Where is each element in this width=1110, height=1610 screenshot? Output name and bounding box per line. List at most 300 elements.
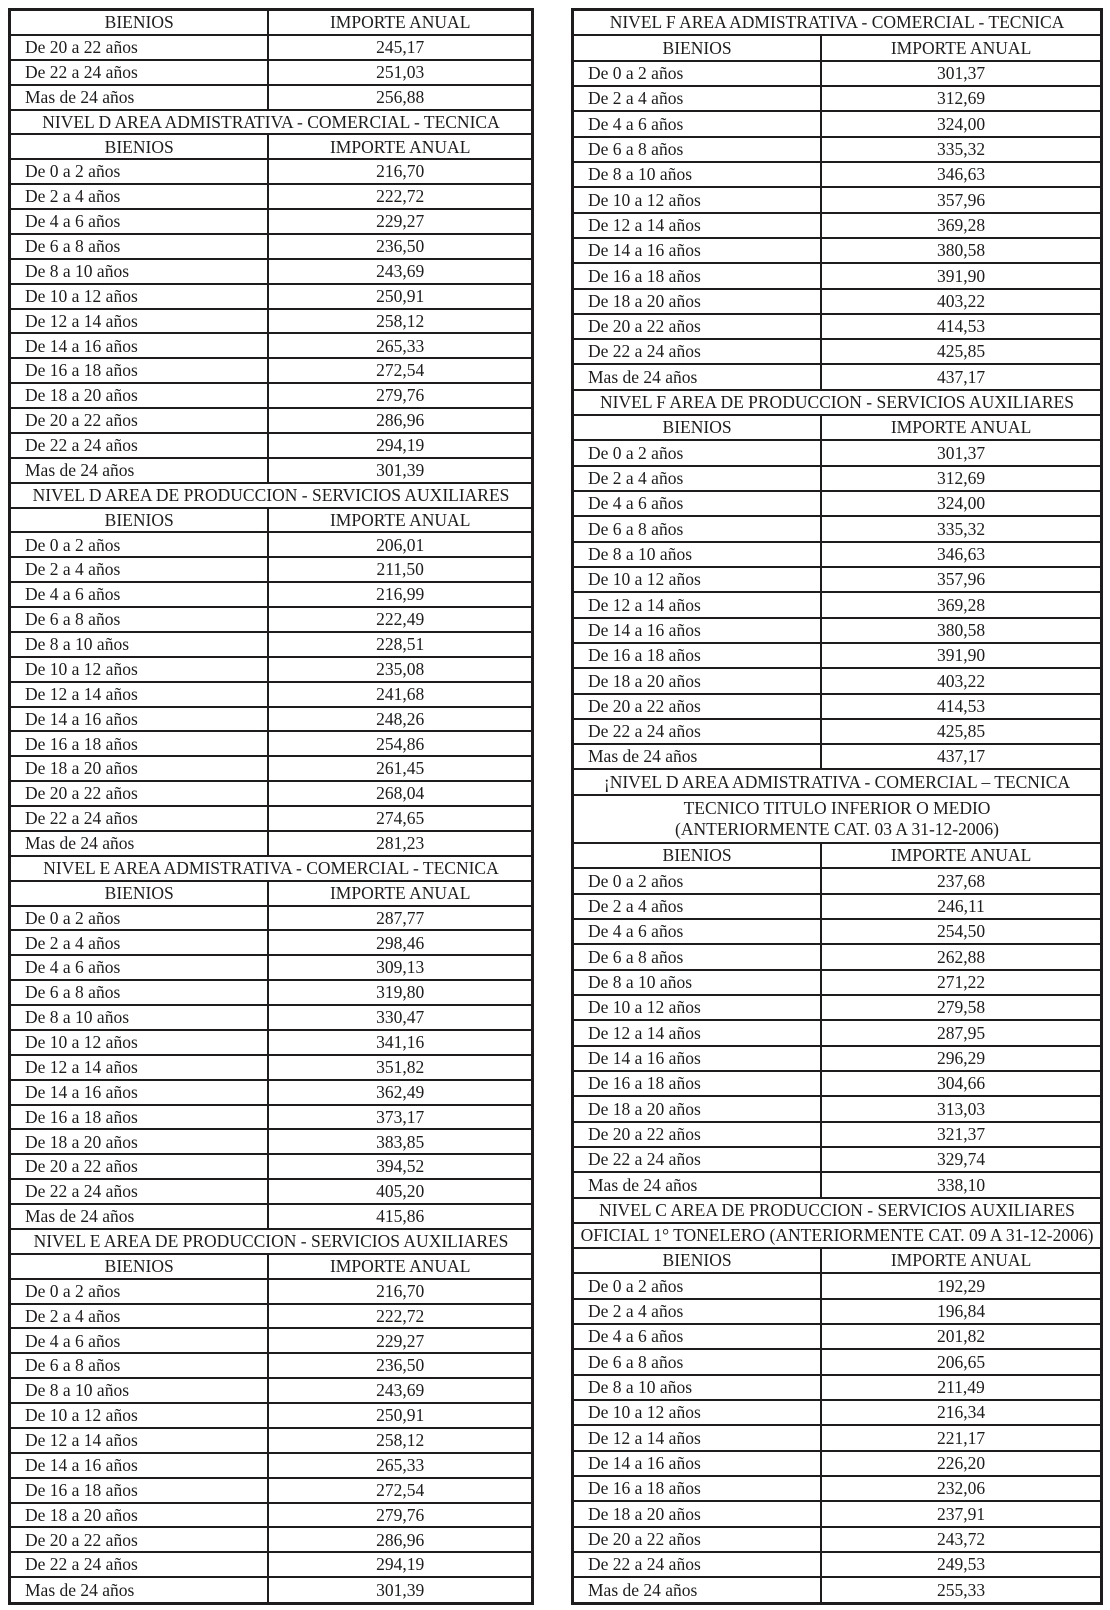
importe-cell: 196,84 xyxy=(821,1299,1101,1324)
table-row xyxy=(10,831,533,856)
bienios-cell: De 4 a 6 años xyxy=(573,1324,822,1349)
bienios-cell: De 14 a 16 años xyxy=(573,1451,822,1476)
importe-cell: 279,76 xyxy=(268,383,532,408)
bienios-cell: De 18 a 20 años xyxy=(10,1503,269,1528)
importe-cell: 255,33 xyxy=(821,1577,1101,1603)
table-row xyxy=(573,668,1102,693)
importe-cell: 403,22 xyxy=(821,289,1101,314)
bienios-column-header: BIENIOS xyxy=(573,35,822,60)
importe-cell: 248,26 xyxy=(268,707,532,732)
table-row xyxy=(573,111,1102,136)
table-row xyxy=(573,289,1102,314)
bienios-cell: De 22 a 24 años xyxy=(10,1552,269,1577)
table-row xyxy=(10,682,533,707)
importe-cell: 228,51 xyxy=(268,632,532,657)
bienios-cell: De 22 a 24 años xyxy=(573,1552,822,1577)
importe-cell: 254,50 xyxy=(821,919,1101,944)
importe-cell: 330,47 xyxy=(268,1005,532,1030)
bienios-cell: De 12 a 14 años xyxy=(573,1425,822,1450)
bienios-cell: De 14 a 16 años xyxy=(10,707,269,732)
table-row xyxy=(10,955,533,980)
bienios-cell: De 0 a 2 años xyxy=(10,1279,269,1304)
importe-column-header: IMPORTE ANUAL xyxy=(821,843,1101,868)
bienios-cell: De 6 a 8 años xyxy=(10,980,269,1005)
importe-cell: 222,49 xyxy=(268,607,532,632)
table-row xyxy=(10,458,533,483)
bienios-cell: Mas de 24 años xyxy=(573,1577,822,1603)
importe-cell: 192,29 xyxy=(821,1273,1101,1298)
table-row xyxy=(573,1096,1102,1121)
importe-cell: 281,23 xyxy=(268,831,532,856)
importe-cell: 249,53 xyxy=(821,1552,1101,1577)
bienios-cell: De 4 a 6 años xyxy=(10,582,269,607)
bienios-cell: De 6 a 8 años xyxy=(10,607,269,632)
importe-cell: 265,33 xyxy=(268,333,532,358)
section-title-row xyxy=(10,110,533,135)
table-row xyxy=(10,1353,533,1378)
bienios-cell: De 18 a 20 años xyxy=(10,1129,269,1154)
importe-cell: 243,69 xyxy=(268,1378,532,1403)
importe-cell: 425,85 xyxy=(821,339,1101,364)
table-row xyxy=(10,532,533,557)
importe-cell: 237,68 xyxy=(821,868,1101,893)
bienios-cell: Mas de 24 años xyxy=(10,1204,269,1229)
bienios-cell: De 0 a 2 años xyxy=(10,906,269,931)
table-row xyxy=(573,592,1102,617)
importe-cell: 304,66 xyxy=(821,1071,1101,1096)
importe-column-header: IMPORTE ANUAL xyxy=(268,134,532,159)
bienios-cell: Mas de 24 años xyxy=(10,1577,269,1603)
table-row xyxy=(10,1129,533,1154)
section-title: NIVEL E AREA ADMISTRATIVA - COMERCIAL - TECNICA xyxy=(10,856,533,881)
importe-cell: 250,91 xyxy=(268,284,532,309)
bienios-cell: De 12 a 14 años xyxy=(10,682,269,707)
bienios-cell: De 20 a 22 años xyxy=(10,1154,269,1179)
importe-cell: 211,49 xyxy=(821,1375,1101,1400)
bienios-cell: De 12 a 14 años xyxy=(10,1428,269,1453)
importe-cell: 415,86 xyxy=(268,1204,532,1229)
importe-cell: 229,27 xyxy=(268,1328,532,1353)
section-title-row xyxy=(573,10,1102,36)
table-row xyxy=(573,944,1102,969)
table-row xyxy=(10,234,533,259)
bienios-cell: De 8 a 10 años xyxy=(573,1375,822,1400)
bienios-column-header: BIENIOS xyxy=(10,10,269,35)
table-row xyxy=(573,162,1102,187)
bienios-cell: De 16 a 18 años xyxy=(10,731,269,756)
bienios-cell: De 14 a 16 años xyxy=(573,618,822,643)
bienios-cell: De 4 a 6 años xyxy=(573,491,822,516)
table-row xyxy=(10,731,533,756)
section-subtitle xyxy=(573,795,1102,843)
table-row xyxy=(10,259,533,284)
importe-column-header: IMPORTE ANUAL xyxy=(821,1248,1101,1273)
importe-cell: 313,03 xyxy=(821,1096,1101,1121)
section-title-row xyxy=(573,769,1102,794)
table-row xyxy=(573,643,1102,668)
bienios-cell: De 10 a 12 años xyxy=(10,1403,269,1428)
table-column-left xyxy=(8,8,534,1605)
importe-column-header: IMPORTE ANUAL xyxy=(268,508,532,533)
table-row xyxy=(10,1552,533,1577)
importe-cell: 201,82 xyxy=(821,1324,1101,1349)
table-row xyxy=(10,35,533,60)
importe-cell: 272,54 xyxy=(268,1478,532,1503)
bienios-cell: De 20 a 22 años xyxy=(573,1122,822,1147)
bienios-cell: De 20 a 22 años xyxy=(573,694,822,719)
bienios-cell: De 20 a 22 años xyxy=(573,314,822,339)
salary-table-left xyxy=(8,8,534,1605)
importe-cell: 346,63 xyxy=(821,542,1101,567)
importe-cell: 251,03 xyxy=(268,60,532,85)
importe-cell: 237,91 xyxy=(821,1501,1101,1526)
table-row xyxy=(10,1378,533,1403)
table-row xyxy=(573,1020,1102,1045)
table-row xyxy=(10,1478,533,1503)
importe-cell: 250,91 xyxy=(268,1403,532,1428)
importe-cell: 351,82 xyxy=(268,1055,532,1080)
bienios-cell: De 6 a 8 años xyxy=(573,516,822,541)
bienios-column-header: BIENIOS xyxy=(10,881,269,906)
table-row xyxy=(573,61,1102,86)
importe-cell: 262,88 xyxy=(821,944,1101,969)
column-header-row xyxy=(10,508,533,533)
importe-cell: 287,77 xyxy=(268,906,532,931)
table-row xyxy=(10,557,533,582)
importe-cell: 261,45 xyxy=(268,756,532,781)
table-row xyxy=(573,1046,1102,1071)
importe-cell: 335,32 xyxy=(821,137,1101,162)
bienios-cell: De 2 a 4 años xyxy=(573,466,822,491)
table-row xyxy=(10,1005,533,1030)
table-row xyxy=(10,806,533,831)
table-row xyxy=(573,542,1102,567)
table-row xyxy=(10,1055,533,1080)
importe-cell: 369,28 xyxy=(821,213,1101,238)
bienios-cell: De 14 a 16 años xyxy=(10,1453,269,1478)
bienios-cell: De 4 a 6 años xyxy=(573,111,822,136)
importe-cell: 206,01 xyxy=(268,532,532,557)
bienios-cell: De 6 a 8 años xyxy=(573,137,822,162)
table-row xyxy=(573,1451,1102,1476)
bienios-cell: De 10 a 12 años xyxy=(573,187,822,212)
section-title: ¡NIVEL D AREA ADMISTRATIVA - COMERCIAL – TECNICA xyxy=(573,769,1102,794)
column-header-row xyxy=(573,1248,1102,1273)
bienios-cell: De 20 a 22 años xyxy=(10,408,269,433)
importe-cell: 373,17 xyxy=(268,1105,532,1130)
bienios-cell: De 0 a 2 años xyxy=(573,868,822,893)
section-title-row xyxy=(10,1229,533,1254)
importe-cell: 301,37 xyxy=(821,440,1101,465)
table-row xyxy=(573,1577,1102,1603)
section-title: NIVEL C AREA DE PRODUCCION - SERVICIOS AUXILIARES xyxy=(573,1198,1102,1223)
bienios-cell: De 0 a 2 años xyxy=(10,159,269,184)
importe-cell: 272,54 xyxy=(268,358,532,383)
bienios-column-header: BIENIOS xyxy=(573,843,822,868)
bienios-cell: De 22 a 24 años xyxy=(10,60,269,85)
table-row xyxy=(10,408,533,433)
importe-cell: 357,96 xyxy=(821,567,1101,592)
bienios-cell: De 2 a 4 años xyxy=(573,86,822,111)
table-row xyxy=(10,756,533,781)
importe-column-header: IMPORTE ANUAL xyxy=(268,10,532,35)
bienios-cell: De 2 a 4 años xyxy=(573,1299,822,1324)
bienios-cell: De 12 a 14 años xyxy=(10,309,269,334)
table-row xyxy=(573,314,1102,339)
table-row xyxy=(573,694,1102,719)
table-row xyxy=(573,440,1102,465)
table-row xyxy=(10,309,533,334)
importe-cell: 235,08 xyxy=(268,657,532,682)
table-row xyxy=(10,607,533,632)
table-row xyxy=(10,209,533,234)
bienios-cell: De 8 a 10 años xyxy=(573,970,822,995)
importe-cell: 391,90 xyxy=(821,643,1101,668)
bienios-cell: De 18 a 20 años xyxy=(10,756,269,781)
importe-cell: 301,39 xyxy=(268,458,532,483)
importe-cell: 301,39 xyxy=(268,1577,532,1603)
importe-cell: 380,58 xyxy=(821,618,1101,643)
importe-cell: 216,70 xyxy=(268,1279,532,1304)
bienios-cell: De 22 a 24 años xyxy=(573,339,822,364)
bienios-cell: De 0 a 2 años xyxy=(573,61,822,86)
table-row xyxy=(573,1071,1102,1096)
table-row xyxy=(10,707,533,732)
bienios-cell: Mas de 24 años xyxy=(573,364,822,389)
table-row xyxy=(573,1527,1102,1552)
importe-cell: 271,22 xyxy=(821,970,1101,995)
table-row xyxy=(10,284,533,309)
importe-cell: 256,88 xyxy=(268,85,532,110)
importe-column-header: IMPORTE ANUAL xyxy=(821,415,1101,440)
bienios-cell: Mas de 24 años xyxy=(573,744,822,769)
column-header-row xyxy=(573,843,1102,868)
table-row xyxy=(573,213,1102,238)
bienios-cell: De 16 a 18 años xyxy=(10,358,269,383)
importe-cell: 319,80 xyxy=(268,980,532,1005)
importe-cell: 241,68 xyxy=(268,682,532,707)
importe-cell: 394,52 xyxy=(268,1154,532,1179)
table-row xyxy=(573,364,1102,389)
importe-cell: 232,06 xyxy=(821,1476,1101,1501)
importe-cell: 279,58 xyxy=(821,995,1101,1020)
importe-cell: 321,37 xyxy=(821,1122,1101,1147)
bienios-cell: De 2 a 4 años xyxy=(10,184,269,209)
table-row xyxy=(10,358,533,383)
importe-cell: 279,76 xyxy=(268,1503,532,1528)
bienios-cell: De 10 a 12 años xyxy=(10,1030,269,1055)
table-row xyxy=(10,1304,533,1329)
bienios-cell: De 6 a 8 años xyxy=(10,1353,269,1378)
table-row xyxy=(573,1552,1102,1577)
table-row xyxy=(573,744,1102,769)
bienios-cell: De 20 a 22 años xyxy=(10,1527,269,1552)
bienios-cell: De 8 a 10 años xyxy=(10,632,269,657)
bienios-cell: De 10 a 12 años xyxy=(573,567,822,592)
importe-cell: 338,10 xyxy=(821,1172,1101,1197)
importe-cell: 324,00 xyxy=(821,111,1101,136)
table-row xyxy=(10,781,533,806)
table-row xyxy=(573,1349,1102,1374)
bienios-cell: De 4 a 6 años xyxy=(10,955,269,980)
bienios-cell: De 12 a 14 años xyxy=(573,592,822,617)
bienios-column-header: BIENIOS xyxy=(573,1248,822,1273)
bienios-cell: Mas de 24 años xyxy=(573,1172,822,1197)
importe-cell: 229,27 xyxy=(268,209,532,234)
bienios-cell: De 2 a 4 años xyxy=(10,1304,269,1329)
table-row xyxy=(573,1299,1102,1324)
importe-cell: 286,96 xyxy=(268,408,532,433)
bienios-cell: Mas de 24 años xyxy=(10,831,269,856)
section-subtitle-row xyxy=(573,1223,1102,1248)
table-row xyxy=(573,894,1102,919)
bienios-cell: De 6 a 8 años xyxy=(573,944,822,969)
salary-table-right xyxy=(571,8,1103,1605)
table-row xyxy=(573,1273,1102,1298)
table-row xyxy=(10,1527,533,1552)
importe-cell: 226,20 xyxy=(821,1451,1101,1476)
bienios-cell: De 2 a 4 años xyxy=(10,557,269,582)
table-row xyxy=(573,1476,1102,1501)
table-row xyxy=(573,1400,1102,1425)
bienios-cell: De 20 a 22 años xyxy=(10,35,269,60)
section-subtitle-line: TECNICO TITULO INFERIOR O MEDIO xyxy=(683,798,991,819)
table-row xyxy=(573,238,1102,263)
bienios-cell: De 6 a 8 años xyxy=(573,1349,822,1374)
column-header-row xyxy=(10,10,533,35)
table-row xyxy=(10,1403,533,1428)
table-row xyxy=(10,1105,533,1130)
bienios-cell: De 20 a 22 años xyxy=(10,781,269,806)
table-row xyxy=(573,137,1102,162)
importe-cell: 383,85 xyxy=(268,1129,532,1154)
importe-cell: 246,11 xyxy=(821,894,1101,919)
bienios-cell: De 4 a 6 años xyxy=(10,209,269,234)
table-row xyxy=(573,187,1102,212)
table-row xyxy=(573,1122,1102,1147)
table-row xyxy=(10,184,533,209)
bienios-cell: De 18 a 20 años xyxy=(573,1096,822,1121)
importe-cell: 403,22 xyxy=(821,668,1101,693)
importe-cell: 287,95 xyxy=(821,1020,1101,1045)
bienios-column-header: BIENIOS xyxy=(10,134,269,159)
table-row xyxy=(10,1428,533,1453)
table-column-right xyxy=(571,8,1103,1605)
table-row xyxy=(10,582,533,607)
importe-cell: 258,12 xyxy=(268,309,532,334)
bienios-cell: De 14 a 16 años xyxy=(573,1046,822,1071)
table-row xyxy=(10,632,533,657)
table-row xyxy=(573,567,1102,592)
bienios-cell: De 18 a 20 años xyxy=(573,1501,822,1526)
importe-cell: 206,65 xyxy=(821,1349,1101,1374)
column-header-row xyxy=(573,415,1102,440)
importe-cell: 425,85 xyxy=(821,719,1101,744)
section-subtitle xyxy=(573,1223,1102,1248)
table-row xyxy=(10,1279,533,1304)
bienios-cell: De 22 a 24 años xyxy=(573,1147,822,1172)
table-row xyxy=(573,339,1102,364)
bienios-cell: De 8 a 10 años xyxy=(10,1005,269,1030)
section-title-row xyxy=(10,483,533,508)
bienios-cell: De 12 a 14 años xyxy=(573,1020,822,1045)
importe-cell: 405,20 xyxy=(268,1179,532,1204)
column-header-row xyxy=(10,134,533,159)
bienios-cell: De 18 a 20 años xyxy=(573,289,822,314)
importe-cell: 216,34 xyxy=(821,1400,1101,1425)
bienios-cell: De 14 a 16 años xyxy=(10,1080,269,1105)
table-row xyxy=(10,1204,533,1229)
table-row xyxy=(573,86,1102,111)
bienios-cell: De 20 a 22 años xyxy=(573,1527,822,1552)
importe-cell: 346,63 xyxy=(821,162,1101,187)
bienios-cell: De 14 a 16 años xyxy=(573,238,822,263)
bienios-cell: Mas de 24 años xyxy=(10,458,269,483)
importe-column-header: IMPORTE ANUAL xyxy=(821,35,1101,60)
importe-cell: 221,17 xyxy=(821,1425,1101,1450)
bienios-cell: De 12 a 14 años xyxy=(573,213,822,238)
bienios-cell: De 18 a 20 años xyxy=(10,383,269,408)
bienios-cell: De 0 a 2 años xyxy=(10,532,269,557)
bienios-cell: De 16 a 18 años xyxy=(10,1105,269,1130)
section-subtitle-line: (ANTERIORMENTE CAT. 03 A 31-12-2006) xyxy=(675,818,999,839)
importe-cell: 335,32 xyxy=(821,516,1101,541)
importe-cell: 391,90 xyxy=(821,263,1101,288)
importe-cell: 274,65 xyxy=(268,806,532,831)
section-title-row xyxy=(573,1198,1102,1223)
bienios-cell: De 16 a 18 años xyxy=(10,1478,269,1503)
importe-cell: 414,53 xyxy=(821,694,1101,719)
importe-column-header: IMPORTE ANUAL xyxy=(268,881,532,906)
bienios-cell: Mas de 24 años xyxy=(10,85,269,110)
table-row xyxy=(10,159,533,184)
importe-cell: 437,17 xyxy=(821,744,1101,769)
table-row xyxy=(10,433,533,458)
importe-cell: 324,00 xyxy=(821,491,1101,516)
bienios-column-header: BIENIOS xyxy=(10,508,269,533)
bienios-cell: De 8 a 10 años xyxy=(10,1378,269,1403)
importe-cell: 216,70 xyxy=(268,159,532,184)
bienios-cell: De 12 a 14 años xyxy=(10,1055,269,1080)
bienios-cell: De 16 a 18 años xyxy=(573,1071,822,1096)
table-row xyxy=(573,1425,1102,1450)
table-row xyxy=(10,1453,533,1478)
importe-cell: 254,86 xyxy=(268,731,532,756)
table-row xyxy=(573,719,1102,744)
importe-cell: 357,96 xyxy=(821,187,1101,212)
bienios-cell: De 10 a 12 años xyxy=(573,1400,822,1425)
importe-cell: 329,74 xyxy=(821,1147,1101,1172)
table-row xyxy=(573,995,1102,1020)
bienios-cell: De 10 a 12 años xyxy=(10,657,269,682)
bienios-cell: De 0 a 2 años xyxy=(573,1273,822,1298)
bienios-cell: De 22 a 24 años xyxy=(573,719,822,744)
table-row xyxy=(573,1147,1102,1172)
table-row xyxy=(10,930,533,955)
importe-cell: 268,04 xyxy=(268,781,532,806)
importe-cell: 216,99 xyxy=(268,582,532,607)
importe-cell: 312,69 xyxy=(821,466,1101,491)
bienios-cell: De 16 a 18 años xyxy=(573,263,822,288)
table-row xyxy=(10,657,533,682)
table-row xyxy=(573,919,1102,944)
bienios-cell: De 8 a 10 años xyxy=(573,542,822,567)
bienios-cell: De 10 a 12 años xyxy=(10,284,269,309)
table-row xyxy=(10,383,533,408)
importe-cell: 369,28 xyxy=(821,592,1101,617)
table-row xyxy=(573,618,1102,643)
bienios-cell: De 16 a 18 años xyxy=(573,643,822,668)
